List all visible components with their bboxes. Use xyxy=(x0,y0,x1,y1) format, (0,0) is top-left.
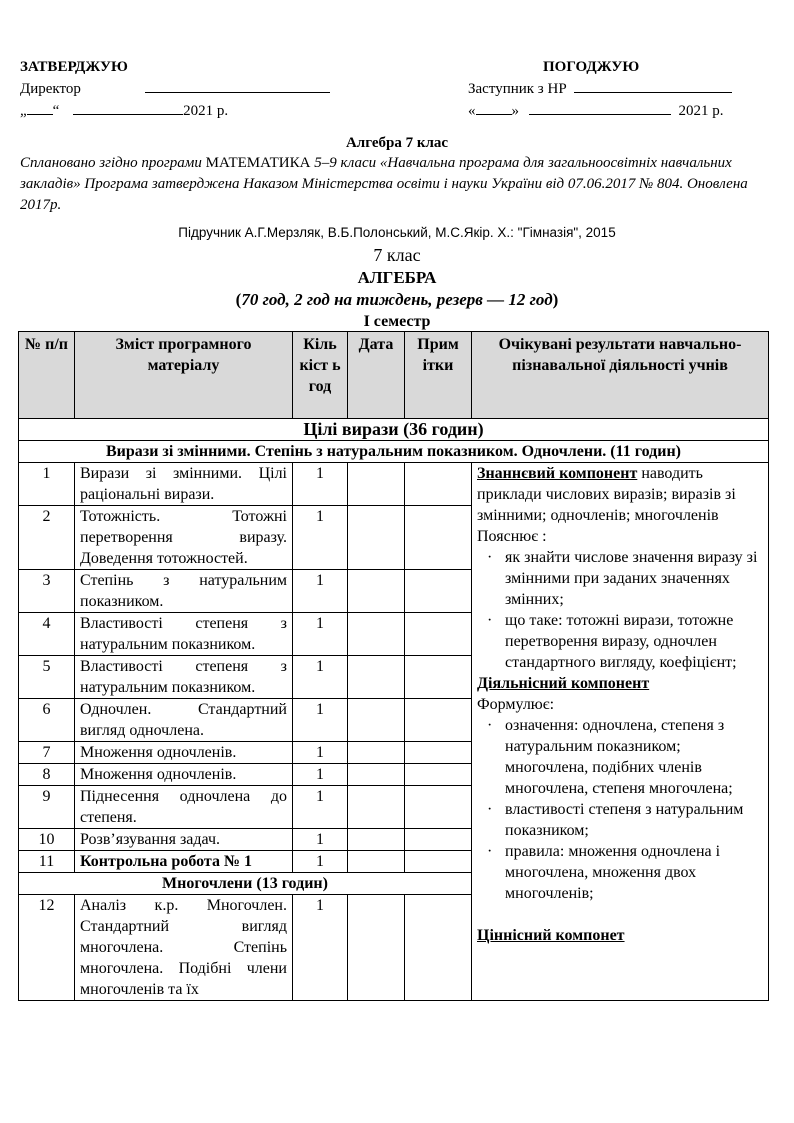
row-number: 4 xyxy=(19,613,75,656)
deputy-signature-line xyxy=(574,78,732,93)
row-number: 5 xyxy=(19,656,75,699)
bullet-icon: · xyxy=(487,612,493,629)
formulate-list xyxy=(477,715,763,904)
row-date xyxy=(348,656,405,699)
bullet-icon: · xyxy=(487,843,493,860)
header-content: Зміст програмного матеріалу xyxy=(75,332,293,419)
row-topic: Степінь з натуральним показником. xyxy=(75,570,293,613)
row-notes xyxy=(405,506,472,570)
row-number: 7 xyxy=(19,742,75,764)
textbook-info: Підручник А.Г.Мерзляк, В.Б.Полонський, М.С.Якір. Х.: "Гімназія", 2015 xyxy=(178,225,616,240)
row-number: 8 xyxy=(19,764,75,786)
grade-label: 7 клас xyxy=(373,245,421,265)
header-date: Дата xyxy=(348,332,405,419)
row-hours: 1 xyxy=(293,463,348,506)
row-notes xyxy=(405,699,472,742)
value-heading: Ціннісний компонет xyxy=(477,927,625,944)
agree-date-line: « » 2021 р. xyxy=(468,100,768,122)
subject-title: АЛГЕБРА xyxy=(357,268,437,287)
approval-block xyxy=(20,57,350,122)
row-hours: 1 xyxy=(293,699,348,742)
row-date xyxy=(348,613,405,656)
row-hours: 1 xyxy=(293,742,348,764)
row-date xyxy=(348,851,405,873)
knowledge-block: Знаннєвий компонент наводить приклади числових виразів; виразів зі змінними; одночленів; многочленів xyxy=(477,465,736,524)
row-notes xyxy=(405,613,472,656)
row-date xyxy=(348,786,405,829)
row-date xyxy=(348,463,405,506)
row-notes xyxy=(405,851,472,873)
bullet-icon: · xyxy=(487,717,493,734)
row-number: 10 xyxy=(19,829,75,851)
list-item: · правила: множення одночлена і многочлена, множення двох многочленів; xyxy=(487,843,721,902)
row-hours: 1 xyxy=(293,764,348,786)
row-topic: Піднесення одночлена до степеня. xyxy=(75,786,293,829)
list-item: · що таке: тотожні вирази, тотожне перетворення виразу, одночлен стандартного вигляду, коефіцієнт; xyxy=(487,612,737,671)
list-item: · як знайти числове значення виразу зі змінними при заданих значеннях змінних; xyxy=(487,549,758,608)
row-notes xyxy=(405,742,472,764)
row-topic: Розв’язування задач. xyxy=(75,829,293,851)
row-topic: Аналіз к.р. Многочлен. Стандартний вигляд многочлена. Степінь многочлена. Подібні члени многочленів та їх xyxy=(75,895,293,1001)
subsection-row xyxy=(19,441,769,463)
row-hours: 1 xyxy=(293,570,348,613)
row-number: 11 xyxy=(19,851,75,873)
header-hours: Кіль кіст ь год xyxy=(293,332,348,419)
bullet-icon: · xyxy=(487,549,493,566)
header-notes: Прим ітки xyxy=(405,332,472,419)
row-date xyxy=(348,699,405,742)
month-blank-right xyxy=(529,100,671,115)
row-topic: Множення одночленів. xyxy=(75,764,293,786)
list-item: · означення: одночлена, степеня з натуральним показником; многочлена, подібних членів многочлена, степеня многочлена; xyxy=(487,717,733,797)
row-notes xyxy=(405,656,472,699)
header-results: Очікувані результати навчально-пізнавальної діяльності учнів xyxy=(472,332,769,419)
approve-title: ЗАТВЕРДЖУЮ xyxy=(20,59,128,75)
activity-heading: Діяльнісний компонент xyxy=(477,675,650,692)
row-hours: 1 xyxy=(293,851,348,873)
row-notes xyxy=(405,570,472,613)
agree-title: ПОГОДЖУЮ xyxy=(543,59,640,75)
row-date xyxy=(348,570,405,613)
row-number: 9 xyxy=(19,786,75,829)
approve-date-line: „ “ 2021 р. xyxy=(20,100,350,122)
row-notes xyxy=(405,786,472,829)
hours-info: (70 год, 2 год на тиждень, резерв — 12 год) xyxy=(235,290,559,309)
row-hours: 1 xyxy=(293,506,348,570)
row-notes xyxy=(405,463,472,506)
row-number: 3 xyxy=(19,570,75,613)
row-notes xyxy=(405,764,472,786)
day-blank xyxy=(27,100,53,115)
knowledge-heading: Знаннєвий компонент xyxy=(477,465,638,482)
doc-title: Алгебра 7 клас xyxy=(345,135,449,151)
header-num: № п/п xyxy=(19,332,75,419)
deputy-label: Заступник з НР xyxy=(468,81,567,97)
agree-year: 2021 р. xyxy=(678,103,724,119)
explain-list xyxy=(477,547,763,673)
row-notes xyxy=(405,829,472,851)
row-number: 6 xyxy=(19,699,75,742)
program-note: Сплановано згідно програми МАТЕМАТИКА 5–9 класи «Навчальна програма для загальноосвітніх навчальних закладів» Програма затверджена Наказом Міністерства освіти і науки України від 07.06.2017 № 804. Оновлена 2017р. xyxy=(20,155,748,213)
row-hours: 1 xyxy=(293,786,348,829)
row-date xyxy=(348,829,405,851)
agreement-block xyxy=(468,57,768,122)
list-item: · властивості степеня з натуральним показником; xyxy=(487,801,744,839)
subsection-title: Вирази зі змінними. Степінь з натуральним показником. Одночлени. (11 годин) xyxy=(19,441,769,463)
deputy-line xyxy=(468,78,768,100)
row-topic: Множення одночленів. xyxy=(75,742,293,764)
row-topic: Контрольна робота № 1 xyxy=(75,851,293,873)
month-blank xyxy=(73,100,183,115)
row-number: 12 xyxy=(19,895,75,1001)
bullet-icon: · xyxy=(487,801,493,818)
row-notes xyxy=(405,895,472,1001)
row-date xyxy=(348,506,405,570)
semester-label: І семестр xyxy=(363,313,431,330)
row-hours: 1 xyxy=(293,613,348,656)
director-label: Директор xyxy=(20,81,81,97)
section-title: Цілі вирази (36 годин) xyxy=(19,419,769,441)
director-line xyxy=(20,78,350,100)
row-topic: Одночлен. Стандартний вигляд одночлена. xyxy=(75,699,293,742)
director-signature-line xyxy=(145,78,330,93)
row-topic: Властивості степеня з натуральним показником. xyxy=(75,656,293,699)
approve-year: 2021 р. xyxy=(183,103,229,119)
row-hours: 1 xyxy=(293,829,348,851)
formulates-label: Формулює: xyxy=(477,696,555,713)
explains-label: Пояснює : xyxy=(477,528,547,545)
section-row xyxy=(19,419,769,441)
results-cell xyxy=(472,463,769,1001)
row-hours: 1 xyxy=(293,656,348,699)
row-date xyxy=(348,764,405,786)
row-date xyxy=(348,895,405,1001)
row-hours: 1 xyxy=(293,895,348,1001)
row-number: 1 xyxy=(19,463,75,506)
table-row xyxy=(19,463,769,506)
subsection-title: Многочлени (13 годин) xyxy=(19,873,472,895)
row-topic: Вирази зі змінними. Цілі раціональні вирази. xyxy=(75,463,293,506)
day-blank-right xyxy=(476,100,512,115)
row-topic: Тотожність. Тотожні перетворення виразу. Доведення тотожностей. xyxy=(75,506,293,570)
row-date xyxy=(348,742,405,764)
row-number: 2 xyxy=(19,506,75,570)
table-header-row xyxy=(19,332,769,419)
row-topic: Властивості степеня з натуральним показником. xyxy=(75,613,293,656)
lesson-plan-table xyxy=(18,331,769,1001)
